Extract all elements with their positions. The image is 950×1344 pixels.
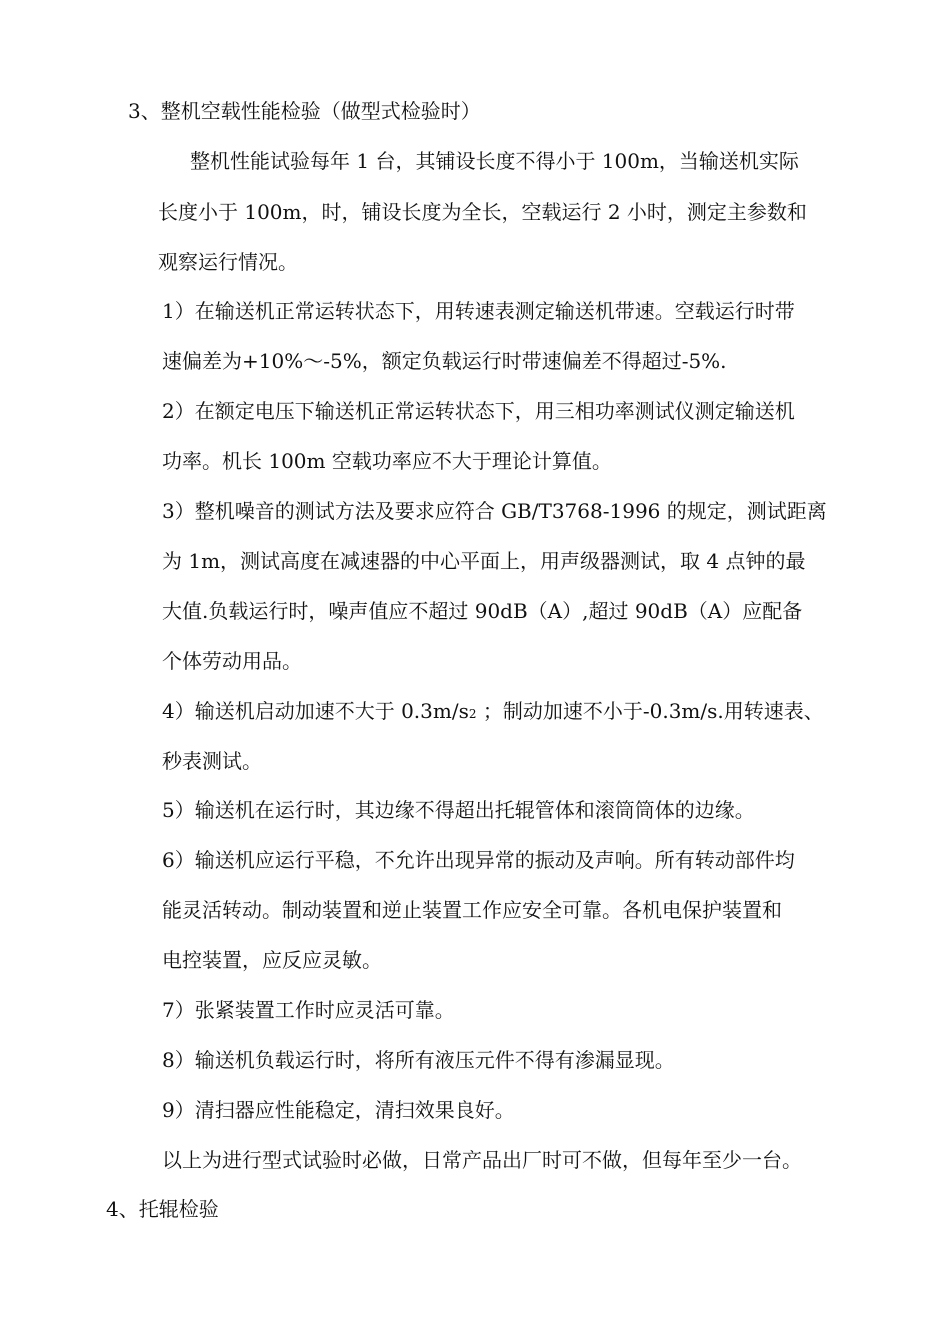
paragraph-line: 长度小于 100m，时，铺设长度为全长，空载运行 2 小时，测定主参数和: [158, 200, 807, 224]
list-item-3-line: 个体劳动用品。: [162, 649, 302, 673]
list-item-9: 9）清扫器应性能稳定，清扫效果良好。: [162, 1098, 515, 1122]
list-item-5: 5）输送机在运行时，其边缘不得超出托辊管体和滚筒筒体的边缘。: [162, 798, 755, 822]
list-item-4-text: 4）输送机启动加速不大于 0.3m/s: [162, 699, 469, 723]
list-item-6-line: 电控装置，应反应灵敏。: [162, 948, 382, 972]
list-item-1-line: 1）在输送机正常运转状态下，用转速表测定输送机带速。空载运行时带: [162, 299, 795, 323]
list-item-3-line: 为 1m，测试高度在减速器的中心平面上，用声级器测试，取 4 点钟的最: [162, 549, 806, 573]
list-item-1-line: 速偏差为+10%～-5%，额定负载运行时带速偏差不得超过-5%.: [162, 349, 727, 373]
paragraph-line: 整机性能试验每年 1 台，其铺设长度不得小于 100m，当输送机实际: [190, 149, 799, 173]
section-heading-3: 3、整机空载性能检验（做型式检验时）: [128, 99, 481, 123]
list-item-6-line: 6）输送机应运行平稳，不允许出现异常的振动及声响。所有转动部件均: [162, 848, 795, 872]
list-item-2-line: 2）在额定电压下输送机正常运转状态下，用三相功率测试仪测定输送机: [162, 399, 795, 423]
list-item-4-text: ；制动加速不小于-0.3m/s.用转速表、: [476, 699, 824, 723]
superscript: 2: [468, 707, 477, 721]
section-heading-4: 4、托辊检验: [106, 1197, 219, 1221]
list-item-3-line: 大值.负载运行时，噪声值应不超过 90dB（A）,超过 90dB（A）应配备: [162, 599, 803, 623]
list-item-8: 8）输送机负载运行时，将所有液压元件不得有渗漏显现。: [162, 1048, 675, 1072]
list-item-4-line: [162, 696, 824, 726]
list-item-7: 7）张紧装置工作时应灵活可靠。: [162, 998, 455, 1022]
paragraph-line: 观察运行情况。: [158, 250, 298, 274]
list-item-4-line: 秒表测试。: [162, 749, 262, 773]
closing-paragraph: 以上为进行型式试验时必做，日常产品出厂时可不做，但每年至少一台。: [162, 1148, 802, 1172]
list-item-6-line: 能灵活转动。制动装置和逆止装置工作应安全可靠。各机电保护装置和: [162, 898, 782, 922]
list-item-2-line: 功率。机长 100m 空载功率应不大于理论计算值。: [162, 449, 612, 473]
list-item-3-line: 3）整机噪音的测试方法及要求应符合 GB/T3768-1996 的规定，测试距离: [162, 499, 827, 523]
